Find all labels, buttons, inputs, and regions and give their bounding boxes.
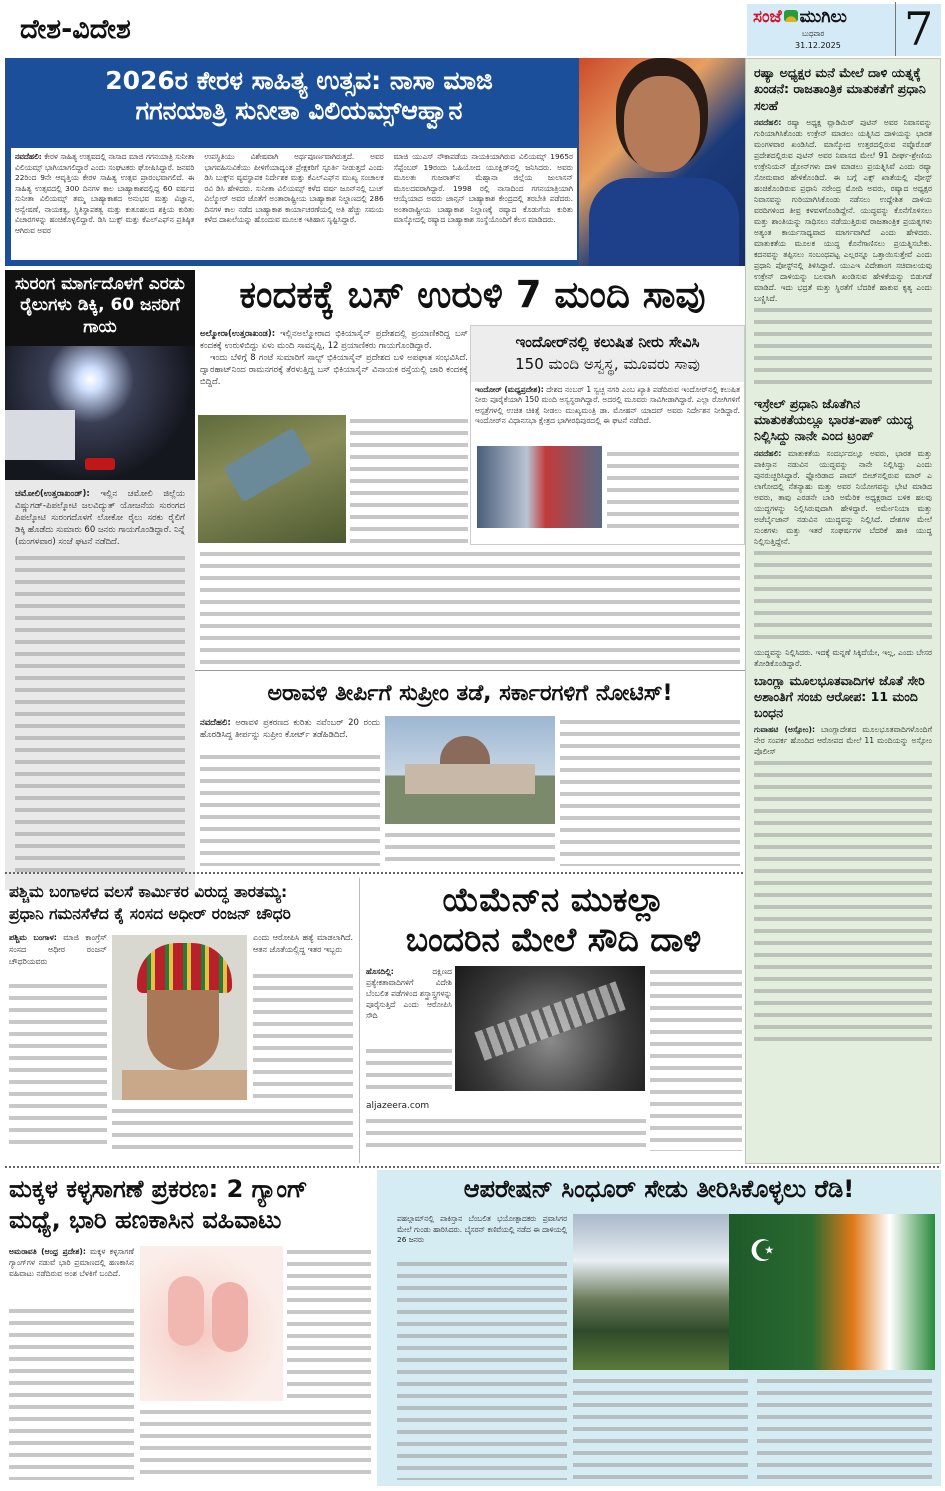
sindoor-story: ಆಪರೇಷನ್ ಸಿಂಧೂರ್ ಸೇಡು ತೀರಿಸಿಕೊಳ್ಳಲು ರೆಡಿ! ಪಹಲ್ಗಾಮ್‌ನಲ್ಲಿ ಪಾಕಿಸ್ತಾನ ಬೆಂಬಲಿತ ಭಯೋತ್ಪಾದಕರು ಪ್ರವಾಸಿಗರ ಮೇಲೆ ಗುಂಡು ಹಾರಿಸಿದರು. ಬೈಸರನ್ ಕಣಿವೆಯಲ್ಲಿ ನಡೆದ ಈ ದಾಳಿಯಲ್ಲಿ 26 ಜನರು ☪	[377, 1170, 941, 1486]
mukalla-strike-photo	[455, 966, 645, 1091]
island-logo-icon	[784, 10, 798, 22]
adhir-ranjan-photo	[112, 935, 247, 1100]
masthead-date: 31.12.2025	[795, 41, 841, 50]
children-headline: ಮಕ್ಕಳ ಕಳ್ಳಸಾಗಣೆ ಪ್ರಕರಣ: 2 ಗ್ಯಾಂಗ್ ಮಧ್ಯೆ, ಭಾರಿ ಹಣಕಾಸಿನ ವಹಿವಾಟು	[9, 1175, 308, 1235]
bus-body-continued	[350, 415, 468, 543]
sindoor-headline: ಆಪರೇಷನ್ ಸಿಂಧೂರ್ ಸೇಡು ತೀರಿಸಿಕೊಳ್ಳಲು ರೆಡಿ!	[463, 1175, 855, 1203]
masthead	[747, 4, 941, 56]
indore-story: ಇಂದೋರ್‌ನಲ್ಲಿ ಕಲುಷಿತ ನೀರು ಸೇವಿಸಿ 150 ಮಂದಿ ಅಸ್ವಸ್ಥ, ಮೂವರು ಸಾವು ಇಂದೋರ್ (ಮಧ್ಯಪ್ರದೇಶ): ದೇಶದ ನಂಬರ್ 1 ಸ್ವಚ್ಛ ನಗರಿ ಎಂಬ ಖ್ಯಾತಿ ಪಡೆದಿರುವ ಇಂದೋರ್‌ನಲ್ಲಿ ಕಲುಷಿತ ನೀರು ಪೂರೈಕೆಯಾಗಿ 150 ಮಂದಿ ಅಸ್ವಸ್ಥರಾಗಿದ್ದಾರೆ. ಅದರಲ್ಲಿ ಮೂವರು ಸಾವಿಗೀಡಾಗಿದ್ದಾರೆ. ಎಲ್ಲಾ ರೋಗಿಗಳಿಗೆ ಆಸ್ಪತ್ರೆಗಳಲ್ಲಿ ಉಚಿತ ಚಿಕಿತ್ಸೆ ನೀಡಲು ಮುಖ್ಯಮಂತ್ರಿ ಡಾ. ಮೋಹನ್ ಯಾದವ್ ಅವರು ನಿರ್ದೇಶನ ನೀಡಿದ್ದಾರೆ. ಇಂದೋರ್‌ನ ವಿಧಾನಸಭಾ ಕ್ಷೇತ್ರದ ಭಾಗೀರಥಿಪುರದಲ್ಲಿ ಈ ಘಟನೆ ನಡೆದಿದೆ.	[470, 325, 745, 545]
tunnel-body: ಚಮೋಲಿ(ಉತ್ತರಾಖಂಡ್): ಇಲ್ಲಿನ ಚಮೋಲಿ ಜಿಲ್ಲೆಯ ವಿಷ್ಣುಗಡ್-ಪಿಪಲ್ಕೋಟಿ ಜಲವಿದ್ಯುತ್ ಯೋಜನೆಯ ಸುರಂಗದ ಪಿಪಲ್ಕೋಟಿ ಸುರಂಗದೊಳಗೆ ಲೋಕೋ ರೈಲು ಸರಕು ರೈಲಿಗೆ ಡಿಕ್ಕಿ ಹೊಡೆದು ಸುಮಾರು 60 ಜನರು ಗಾಯಗೊಂಡಿದ್ದಾರೆ. ನಿನ್ನೆ (ಮಂಗಳವಾರ) ಸಂಜೆ ಘಟನೆ ನಡೆದಿದೆ.	[5, 480, 195, 890]
kashmir-valley-photo	[573, 1214, 729, 1370]
yemen-source: aljazeera.com	[366, 1101, 430, 1111]
russia-headline: ರಷ್ಯಾ ಅಧ್ಯಕ್ಷರ ಮನೆ ಮೇಲೆ ದಾಳಿ ಯತ್ನಕ್ಕೆ ಖಂಡನೆ: ರಾಜತಾಂತ್ರಿಕ ಮಾತುಕತೆಗೆ ಪ್ರಧಾನಿ ಸಲಹೆ	[754, 65, 926, 113]
page-number: 7	[895, 2, 933, 56]
bangla-headline: ಬಾಂಗ್ಲಾ ಮೂಲಭೂತವಾದಿಗಳ ಜೊತೆ ಸೇರಿ ಅಶಾಂತಿಗೆ ಸಂಚು ಆರೋಪ: 11 ಮಂದಿ ಬಂಧನ	[754, 672, 925, 720]
bus-crash-photo	[198, 415, 346, 543]
kerala-body: ನವದೆಹಲಿ: ಕೇರಳ ಸಾಹಿತ್ಯ ಉತ್ಸವದಲ್ಲಿ ನಾಸಾದ ಮಾಜಿ ಗಗನಯಾತ್ರಿ ಸುನೀತಾ ವಿಲಿಯಮ್ಸ್ ಭಾಗಿಯಾಗಲಿದ್ದಾರೆ ಎಂದು ಸಂಘಟಕರು ಘೋಷಿಸಿದ್ದಾರೆ. ಜನವರಿ 22ರಿಂದ 9ನೇ ಆವೃತ್ತಿಯ ಕೇರಳ ಸಾಹಿತ್ಯ ಉತ್ಸವ ಪ್ರಾರಂಭವಾಗಲಿದೆ. ಈ ಸಾಹಿತ್ಯ ಉತ್ಸವದಲ್ಲಿ 300 ದಿನಗಳ ಕಾಲ ಬಾಹ್ಯಾಕಾಶದಲ್ಲಿದ್ದ 60 ವರ್ಷದ ಸುನೀತಾ ವಿಲಿಯಮ್ಸ್ ತಮ್ಮ ಬಾಹ್ಯಾಕಾಶದ ಅನುಭವ ಮತ್ತು ವಿಜ್ಞಾನ, ಅನ್ವೇಷಣೆ, ನಾಯಕತ್ವ, ಸ್ಥಿತಿಸ್ಥಾಪಕತ್ವ ಮತ್ತು ಕುತೂಹಲದ ಶಕ್ತಿಯ ಕುರಿತು ವಿಚಾರಗಳನ್ನು ಹಂಚಿಕೊಳ್ಳಲಿದ್ದಾರೆ. ಡಿಸಿ ಬುಕ್ಸ್ ಮತ್ತು ಕೆಎಲ್‌ಎಫ್‌ನ ಪ್ರತಿಷ್ಠಿತ ಆಗಿರುವ ಅವರ ಉಪಸ್ಥಿತಿಯು ವಿಶೇಷವಾಗಿ ಅರ್ಥಪೂರ್ಣವಾಗಿರುತ್ತದೆ. ಅವರ ಭಾಗವಹಿಸುವಿಕೆಯು ಪೀಳಿಗೆಯಾದ್ಯಂತ ಪ್ರೇಕ್ಷಕರಿಗೆ ಸ್ಫೂರ್ತಿ ನೀಡುತ್ತದೆ ಎಂದು ಡಿಸಿ ಬುಕ್ಸ್‌ನ ವ್ಯವಸ್ಥಾಪಕ ನಿರ್ದೇಶಕ ಮತ್ತು ಕೆಎಲ್‌ಎಫ್‌ನ ಮುಖ್ಯ ಸಂಚಾಲಕ ರವಿ ಡಿಸಿ ಹೇಳಿದರು. ಸುನೀತಾ ವಿಲಿಯಮ್ಸ್ ಕಳೆದ ವರ್ಷ ಜೂನ್‌ನಲ್ಲಿ ಬುಚ್ ವಿಲ್ಮೋರ್ ಅವರ ಜೊತೆಗೆ ಅಂತಾರಾಷ್ಟ್ರೀಯ ಬಾಹ್ಯಾಕಾಶ ನಿಲ್ದಾಣದಲ್ಲಿ 286 ದಿನಗಳ ಕಾಲ ನಡೆದ ಬಾಹ್ಯಾಕಾಶ ಕಾರ್ಯಾಚರಣೆಯಲ್ಲಿ ಅತಿ ಹೆಚ್ಚು ಸಮಯ ಕಳೆದ ದಾಖಲೆಯನ್ನು ಹೊಂದುವ ಮೂಲಕ ಇತಿಹಾಸ ಸೃಷ್ಟಿಸಿದ್ದಾರೆ. ಮಾಜಿ ಯುಎಸ್ ನೌಕಾಪಡೆಯ ನಾಯಕಿಯಾಗಿರುವ ವಿಲಿಯಮ್ಸ್ 1965ರ ಸೆಪ್ಟೆಂಬರ್ 19ರಂದು ಓಹಿಯೋದ ಯೂಕ್ಲಿಡ್‌ನಲ್ಲಿ ಜನಿಸಿದರು. ಅವರು ಮೂಲತಃ ಗುಜರಾತ್‌ನ ಮೆಹ್ಸಾನಾ ಜಿಲ್ಲೆಯ ಜುಲಾಸನ್ ಮೂಲದವರಾಗಿದ್ದಾರೆ. 1998 ರಲ್ಲಿ ನಾಸಾದಿಂದ ಗಗನಯಾತ್ರಿಯಾಗಿ ಆಯ್ಕೆಯಾದ ಅವರು ಜಾನ್ಸನ್ ಬಾಹ್ಯಾಕಾಶ ಕೇಂದ್ರದಲ್ಲಿ ತರಬೇತಿ ಪಡೆದರು. ಅಂತಾರಾಷ್ಟ್ರೀಯ ಬಾಹ್ಯಾಕಾಶ ನಿಲ್ದಾಣಕ್ಕೆ ರಷ್ಯಾದ ಕೊಡುಗೆಯ ಕುರಿತು ಮಾಸ್ಕೋದಲ್ಲಿ ರಷ್ಯಾದ ಬಾಹ್ಯಾಕಾಶ ಸಂಸ್ಥೆಯೊಂದಿಗೆ ಕೆಲಸ ಮಾಡಿದರು.	[11, 148, 577, 260]
aravali-headline: ಅರಾವಳಿ ತೀರ್ಪಿಗೆ ಸುಪ್ರೀಂ ತಡೆ, ಸರ್ಕಾರಗಳಿಗೆ ನೋಟಿಸ್!	[267, 681, 673, 706]
supreme-court-photo	[385, 716, 555, 824]
yemen-story: ಯೆಮೆನ್‌ನ ಮುಕಲ್ಲಾ ಬಂದರಿನ ಮೇಲೆ ಸೌದಿ ದಾಳಿ ಹೊಸದಿಲ್ಲಿ: ದಕ್ಷಿಣದ ಪ್ರತ್ಯೇಕತಾವಾದಿಗಳಿಗೆ ವಿದೇಶಿ ಬೆಂಬಲಿತ ಪಡೆಗಳಿಂದ ಶಸ್ತ್ರಾಸ್ತ್ರಗಳನ್ನು ಪೂರೈಸುತ್ತಿದೆ ಎಂದು ಆರೋಪಿಸಿ ಸೌದಿ aljazeera.com	[362, 880, 745, 1162]
bus-body: ಅಲ್ಮೋರಾ(ಉತ್ತರಾಖಂಡ): ಇಲ್ಲಿನಅಲ್ಮೋರಾದ ಭಿಕಿಯಾಸೈನ್ ಪ್ರದೇಶದಲ್ಲಿ ಪ್ರಯಾಣಿಕರಿದ್ದ ಬಸ್ ಕಂದಕಕ್ಕೆ ಉರುಳಿಬಿದ್ದು ಏಳು ಮಂದಿ ಸಾವನ್ನಪ್ಪಿ, 12 ಪ್ರಯಾಣಿಕರು ಗಾಯಗೊಂಡಿದ್ದಾರೆ. ಇಂದು ಬೆಳಿಗ್ಗೆ 8 ಗಂಟೆ ಸುಮಾರಿಗೆ ಸಾಲ್ಟ್ ಭಿಕಿಯಾಸೈನ್ ಪ್ರದೇಶದ ಬಳಿ ಅಪಘಾತ ಸಂಭವಿಸಿದೆ. ದ್ವಾರಹಾಟ್‌ನಿಂದ ರಾಮನಗರಕ್ಕೆ ತೆರಳುತ್ತಿದ್ದ ಬಸ್ ಭಿಕಿಯಾಸೈನ್ ವಿನಾಯಕ ರಸ್ತೆಯಲ್ಲಿ ಜಾರಿ ಕಂದಕಕ್ಕೆ ಬಿದ್ದಿದೆ.	[200, 329, 468, 387]
bus-headline: ಕಂದಕಕ್ಕೆ ಬಸ್ ಉರುಳಿ 7 ಮಂದಿ ಸಾವು	[239, 273, 706, 316]
wb-story: ಪಶ್ಚಿಮ ಬಂಗಾಳದ ವಲಸೆ ಕಾರ್ಮಿಕರ ವಿರುದ್ಧ ತಾರತಮ್ಯ: ಪ್ರಧಾನಿ ಗಮನಸೆಳೆದ ಕೈ ಸಂಸದ ಅಧೀರ್ ರಂಜನ್ ಚೌಧರಿ ಪಶ್ಚಿಮ ಬಂಗಾಳ: ಮಾಜಿ ಕಾಂಗ್ರೆಸ್ ಸಂಸದ ಅಧೀರ ರಂಜನ್ ಚೌಧರಿಯವರು ಎಂದು ಆರೋಪಿಸಿ ಹತ್ಯೆ ಮಾಡಲಾಗಿದೆ. ಆತನ ಜೊತೆಯಲ್ಲಿದ್ದ ಇತರ ಇಬ್ಬರು	[5, 880, 357, 1162]
logo: ಸಂಜೆ ಮುಗಿಲು	[753, 7, 847, 27]
right-sidebar: ರಷ್ಯಾ ಅಧ್ಯಕ್ಷರ ಮನೆ ಮೇಲೆ ದಾಳಿ ಯತ್ನಕ್ಕೆ ಖಂಡನೆ: ರಾಜತಾಂತ್ರಿಕ ಮಾತುಕತೆಗೆ ಪ್ರಧಾನಿ ಸಲಹೆ ನವದೆಹಲಿ: ರಷ್ಯಾ ಅಧ್ಯಕ್ಷ ವ್ಲಾಡಿಮಿರ್ ಪುಟಿನ್ ಅವರ ನಿವಾಸವನ್ನು ಗುರಿಯಾಗಿಸಿಕೊಂಡು ಉಕ್ರೇನ್ ಮಾಡಲು ಯತ್ನಿಸಿದ ದಾಳಿಯನ್ನು ಭಾರತ ಮಂಗಳವಾರ ಖಂಡಿಸಿದೆ. ಮಾಸ್ಕೋದ ಉತ್ತರದಲ್ಲಿರುವ ನವ್ಗೊರೊಡ್ ಪ್ರದೇಶದಲ್ಲಿರುವ ಪುಟಿನ್ ಅವರ ನಿವಾಸದ ಮೇಲೆ 91 ದೀರ್ಘ-ಶ್ರೇಣಿಯ ಉಕ್ರೇನಿಯನ್ ಡ್ರೋನ್‌ಗಳು ದಾಳಿ ಮಾಡಲು ಪ್ರಯತ್ನಿಸಿವೆ ಎಂದು ರಷ್ಯಾ ಸೋಮವಾರ ಹೇಳಿಕೊಂಡಿದೆ. ಈ ಬಗ್ಗೆ ಎಕ್ಸ್ ಖಾತೆಯಲ್ಲಿ ಪೋಸ್ಟ್ ಹಂಚಿಕೊಂಡಿರುವ ಪ್ರಧಾನಿ ನರೇಂದ್ರ ಮೋದಿ ಅವರು, ರಷ್ಯಾದ ಅಧ್ಯಕ್ಷರ ನಿವಾಸವನ್ನು ಗುರಿಯಾಗಿಸಿಕೊಂಡು ನಡೆಸಲು ಉದ್ದೇಶಿತ ದಾಳಿಯ ವರದಿಗಳಿಂದ ತೀವ್ರ ಕಳವಳಗೊಂಡಿದ್ದೇನೆ. ಯುದ್ಧವನ್ನು ಕೊನೆಗೊಳಿಸಲು ಮತ್ತು ಶಾಂತಿಯನ್ನು ಸಾಧಿಸಲು ನಡೆಯುತ್ತಿರುವ ರಾಜತಾಂತ್ರಿಕ ಪ್ರಯತ್ನಗಳು ಅತ್ಯಂತ ಕಾರ್ಯಸಾಧ್ಯವಾದ ಮಾರ್ಗವಾಗಿದೆ ಎಂದು ಹೇಳಿದರು. ಮಾತುಕತೆಯ ಮೂಲಕ ಯುದ್ಧ ಕೊನೆಗಾಣಿಸಲು ಪ್ರಯತ್ನಿಸಬೇಕು. ಕದನವನ್ನು ತಪ್ಪಿಸಲು ಸಂಬಂಧಪಟ್ಟ ಎಲ್ಲರನ್ನೂ ಒತ್ತಾಯಿಸುತ್ತೇವೆ ಎಂದು ಪ್ರಧಾನಿ ಪೋಸ್ಟ್‌ನಲ್ಲಿ ತಿಳಿಸಿದ್ದಾರೆ. ಯುಎಇ ವಿದೇಶಾಂಗ ಸಚಿವಾಲಯವು ಉಕ್ರೇನ್ ದಾಳಿಯನ್ನು ಬಲವಾಗಿ ಖಂಡಿಸುವ ಹೇಳಿಕೆಯನ್ನು ಬಿಡುಗಡೆ ಮಾಡಿದೆ. ಇದು ಭದ್ರತೆ ಮತ್ತು ಸ್ಥಿರತೆಗೆ ಬೆದರಿಕೆ ಹಾಕುವ ಕೃತ್ಯ ಎಂದು ಬಣ್ಣಿಸಿದೆ. ಇಸ್ರೇಲ್ ಪ್ರಧಾನಿ ಜೊತೆಗಿನ ಮಾತುಕತೆಯಲ್ಲೂ ಭಾರತ-ಪಾಕ್ ಯುದ್ಧ ನಿಲ್ಲಿಸಿದ್ದು ನಾನೇ ಎಂದ ಟ್ರಂಪ್ ನವದೆಹಲಿ: ಮಾತುಕತೆಯ ಸಂದರ್ಭದಲ್ಲೂ ಅವರು, ಭಾರತ ಮತ್ತು ಪಾಕಿಸ್ತಾನ ನಡುವಿನ ಯುದ್ಧವನ್ನು ನಾನೇ ನಿಲ್ಲಿಸಿದ್ದು ಎಂದು ಪುನರುಚ್ಚರಿಸಿದ್ದಾರೆ. ಫ್ಲೋರಿಡಾದ ಪಾಮ್ ಬೀಚ್‌ನಲ್ಲಿರುವ ಮಾರ್ ಎ ಲಾಗೋದಲ್ಲಿ ನೆತನ್ಯಾಹು ಮತ್ತು ಅವರ ನಿಯೋಗವನ್ನು ಭೇಟಿ ಮಾಡಿದ ಅವರು, ತಾವು ಎರಡನೇ ಬಾರಿ ಅಮೆರಿಕ ಅಧ್ಯಕ್ಷರಾದ ಬಳಿಕ ಹಲವು ಯುದ್ಧಗಳನ್ನು ನಿಲ್ಲಿಸಿರುವುದಾಗಿ ಹೇಳಿದ್ದಾರೆ. ಅರ್ಮೇನಿಯಾ ಮತ್ತು ಅಜೆರ್ಬೈಜಾನ್ ನಡುವಿನ ಯುದ್ಧವನ್ನು ನಿಲ್ಲಿಸಿದೆ. ದೇಶಗಳ ಮೇಲೆ ಸುಂಕಗಳು ಮತ್ತು ಇತರೆ ಸಂಘರ್ಷಗಳ ಬೆದರಿಕೆ ಹಾಕಿ ಯುದ್ಧ ನಿಲ್ಲಿಸುತ್ತಿದ್ದೇನೆ. ಯುದ್ಧವನ್ನು ನಿಲ್ಲಿಸಿದರು. ಇದಕ್ಕೆ ಮನ್ನಣೆ ಸಿಕ್ಕಿದೆಯೇ, ಇಲ್ಲ, ಎಂದು ಬೇಸರ ತೋಡಿಕೊಂಡಿದ್ದಾರೆ. ಬಾಂಗ್ಲಾ ಮೂಲಭೂತವಾದಿಗಳ ಜೊತೆ ಸೇರಿ ಅಶಾಂತಿಗೆ ಸಂಚು ಆರೋಪ: 11 ಮಂದಿ ಬಂಧನ ಗುವಾಹಟಿ (ಅಸ್ಸೋಂ): ಬಾಂಗ್ಲಾದೇಶದ ಮೂಲಭೂತವಾದಿಗಳೊಂದಿಗೆ ನೇರ ಸಂಪರ್ಕ ಹೊಂದಿದ ಆರೋಪದ ಮೇಲೆ 11 ಮಂದಿಯನ್ನು ಅಸ್ಸೋಂ ಪೊಲೀಸ್	[745, 58, 941, 1164]
yemen-headline: ಯೆಮೆನ್‌ನ ಮುಕಲ್ಲಾ ಬಂದರಿನ ಮೇಲೆ ಸೌದಿ ದಾಳಿ	[405, 880, 702, 959]
kerala-headline: 2026ರ ಕೇರಳ ಸಾಹಿತ್ಯ ಉತ್ಸವ: ನಾಸಾ ಮಾಜಿ ಗಗನಯಾತ್ರಿ ಸುನೀತಾ ವಿಲಿಯಮ್ಸ್‌ಆಹ್ವಾನ	[105, 66, 493, 125]
masthead-day: ಬುಧವಾರ	[802, 30, 825, 38]
indore-hospital-photo	[477, 446, 602, 528]
tunnel-headline: ಸುರಂಗ ಮಾರ್ಗದೊಳಗೆ ಎರಡು ರೈಲುಗಳು ಡಿಕ್ಕಿ, 60 ಜನರಿಗೆ ಗಾಯ	[15, 274, 185, 337]
bus-body-continued-2	[200, 548, 740, 666]
sunita-williams-photo	[579, 58, 745, 266]
indore-headline: ಇಂದೋರ್‌ನಲ್ಲಿ ಕಲುಷಿತ ನೀರು ಸೇವಿಸಿ 150 ಮಂದಿ ಅಸ್ವಸ್ಥ, ಮೂವರು ಸಾವು	[471, 326, 744, 382]
aravali-story: ಅರಾವಳಿ ತೀರ್ಪಿಗೆ ಸುಪ್ರೀಂ ತಡೆ, ಸರ್ಕಾರಗಳಿಗೆ ನೋಟಿಸ್! ನವದೆಹಲಿ: ಅರಾವಳಿ ಪ್ರಕರಣದ ಕುರಿತು ನವೆಂಬರ್ 20 ರಂದು ಹೊರಡಿಸಿದ್ದ ತೀರ್ಪನ್ನು ಸುಪ್ರೀಂ ಕೋರ್ಟ್ ತಡೆಹಿಡಿದಿದೆ.	[195, 670, 745, 870]
section-title: ದೇಶ-ವಿದೇಶ	[20, 14, 131, 45]
children-story: ಮಕ್ಕಳ ಕಳ್ಳಸಾಗಣೆ ಪ್ರಕರಣ: 2 ಗ್ಯಾಂಗ್ ಮಧ್ಯೆ, ಭಾರಿ ಹಣಕಾಸಿನ ವಹಿವಾಟು ಅಮರಾವತಿ (ಆಂಧ್ರ ಪ್ರದೇಶ): ಮಕ್ಕಳ ಕಳ್ಳಸಾಗಣೆ ಗ್ಯಾಂಗ್‌ಗಳ ನಡುವೆ ಭಾರಿ ಪ್ರಮಾಣದಲ್ಲಿ ಹಣಕಾಸಿನ ವಹಿವಾಟು ನಡೆದಿರುವ ಅಂಶ ಬೆಳಕಿಗೆ ಬಂದಿದೆ.	[5, 1170, 375, 1486]
kerala-story	[5, 58, 745, 266]
wb-headline: ಪಶ್ಚಿಮ ಬಂಗಾಳದ ವಲಸೆ ಕಾರ್ಮಿಕರ ವಿರುದ್ಧ ತಾರತಮ್ಯ: ಪ್ರಧಾನಿ ಗಮನಸೆಳೆದ ಕೈ ಸಂಸದ ಅಧೀರ್ ರಂಜನ್ ಚೌಧರಿ	[9, 883, 291, 923]
baby-feet-photo	[140, 1246, 283, 1401]
india-pakistan-flags-photo	[729, 1214, 935, 1370]
tunnel-headline-box	[5, 270, 195, 346]
tunnel-photo	[5, 346, 195, 480]
star-crescent-icon: ☪	[749, 1234, 776, 1269]
trump-headline: ಇಸ್ರೇಲ್ ಪ್ರಧಾನಿ ಜೊತೆಗಿನ ಮಾತುಕತೆಯಲ್ಲೂ ಭಾರತ-ಪಾಕ್ ಯುದ್ಧ ನಿಲ್ಲಿಸಿದ್ದು ನಾನೇ ಎಂದ ಟ್ರಂಪ್	[754, 395, 913, 444]
